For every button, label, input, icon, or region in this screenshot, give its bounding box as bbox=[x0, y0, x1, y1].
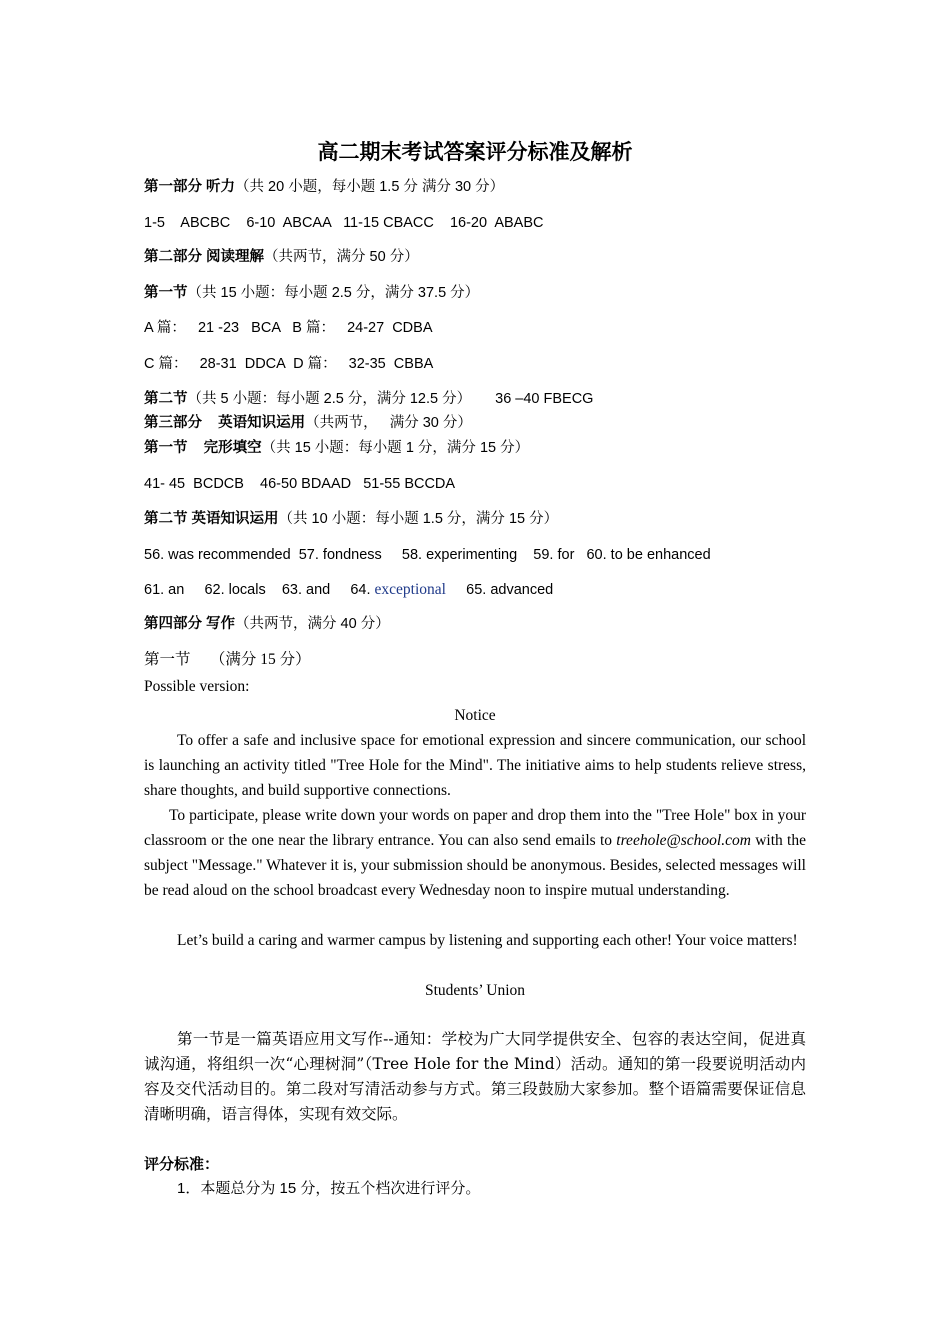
part3-note: （共两节， 满分 30 分） bbox=[305, 415, 472, 431]
criteria-item-1: 1．本题总分为 15 分，按五个档次进行评分。 bbox=[177, 1180, 481, 1197]
part2-sec1-note: （共 15 小题：每小题 2.5 分，满分 37.5 分） bbox=[187, 285, 480, 301]
answer-64-word: exceptional bbox=[374, 581, 446, 598]
notice-p2-start: To participate, please write down your words on paper and drop them into the "Tree Hole" box in your classroom or the one near the library entrance. You can also send emails to bbox=[144, 807, 806, 849]
notice-paragraph-2 bbox=[144, 803, 806, 903]
analysis-paragraph: 第一节是一篇英语应用文写作--通知：学校为广大同学提供安全、包容的表达空间，促进真诚沟通，将组织一次“心理树洞”（Tree Hole for the Mind）活动。通知的第一段要说明活动内容及交代活动目的。第二段对写清活动参与方式。第三段鼓励大家参加。整个语篇需要保证信息清晰明确，语言得体，实现有效交际。 bbox=[144, 1030, 806, 1123]
notice-paragraph-1: To offer a safe and inclusive space for emotional expression and sincere communication, our school is launching an activity titled "Tree Hole for the Mind". The initiative aims to help students relieve stress, share thoughts, and build supportive connections. bbox=[144, 732, 806, 799]
part1-answers: 1-5 ABCBC 6-10 ABCAA 11-15 CBACC 16-20 ABABC bbox=[144, 215, 544, 231]
part2-sec1-heading: 第一节 bbox=[144, 285, 188, 301]
part4-line bbox=[144, 614, 390, 634]
part3-sec2-answers-1: 56. was recommended 57. fondness 58. experimenting 59. for 60. to be enhanced bbox=[144, 547, 711, 563]
part3-line bbox=[144, 413, 472, 433]
part3-sec1-note: （共 15 小题：每小题 1 分，满分 15 分） bbox=[261, 440, 530, 456]
notice-title: Notice bbox=[454, 707, 496, 724]
part2-sec2-note: （共 5 小题：每小题 2.5 分，满分 12.5 分） bbox=[187, 391, 472, 407]
part1-note: （共 20 小题，每小题 1.5 分 满分 30 分） bbox=[235, 179, 505, 195]
part1-line bbox=[144, 177, 504, 197]
possible-version-label: Possible version: bbox=[144, 678, 250, 695]
part4-sec1-label: 第一节 （满分 15 分） bbox=[144, 651, 311, 668]
part1-heading: 第一部分 听力 bbox=[144, 179, 236, 195]
part3-sec2-answers-2 bbox=[144, 580, 553, 600]
part2-sec2-answers: 36 –40 FBECG bbox=[495, 391, 594, 407]
notice-paragraph-3: Let’s build a caring and warmer campus by listening and supporting each other! Your voice matters! bbox=[177, 932, 798, 949]
part3-sec2-line bbox=[144, 509, 558, 529]
part2-sec2-heading: 第二节 bbox=[144, 391, 188, 407]
part2-note: （共两节，满分 50 分） bbox=[264, 249, 419, 265]
part4-note: （共两节，满分 40 分） bbox=[235, 616, 390, 632]
part2-ab-answers: A 篇： 21 -23 BCA B 篇： 24-27 CDBA bbox=[144, 320, 433, 336]
part3-sec1-answers: 41- 45 BCDCB 46-50 BDAAD 51-55 BCCDA bbox=[144, 476, 456, 492]
criteria-heading: 评分标准： bbox=[144, 1156, 220, 1173]
answer-65: 65. advanced bbox=[446, 582, 554, 598]
answers-61-64: 61. an 62. locals 63. and 64. bbox=[144, 582, 375, 598]
part2-cd-answers: C 篇： 28-31 DDCA D 篇： 32-35 CBBA bbox=[144, 356, 434, 372]
part4-heading: 第四部分 写作 bbox=[144, 616, 236, 632]
part3-sec2-heading: 第二节 英语知识运用 bbox=[144, 511, 279, 527]
part3-sec2-note: （共 10 小题：每小题 1.5 分，满分 15 分） bbox=[278, 511, 559, 527]
part2-sec1-line bbox=[144, 283, 479, 303]
part3-heading: 第三部分 英语知识运用 bbox=[144, 415, 306, 431]
notice-signature: Students’ Union bbox=[424, 982, 526, 999]
notice-p2-end: with the subject "Message." Whatever it is, your submission should be anonymous. Besides, selected messages will be read aloud on the school broadcast every Wednesday noon to inspire mutual understanding. bbox=[144, 832, 806, 899]
part3-sec1-line bbox=[144, 438, 529, 458]
part2-line bbox=[144, 247, 419, 267]
notice-email: treehole@school.com bbox=[616, 832, 751, 849]
part3-sec1-heading: 第一节 完形填空 bbox=[144, 440, 262, 456]
part2-sec2-line bbox=[144, 389, 593, 409]
part2-heading: 第二部分 阅读理解 bbox=[144, 249, 265, 265]
page-title: 高二期末考试答案评分标准及解析 bbox=[317, 140, 633, 164]
